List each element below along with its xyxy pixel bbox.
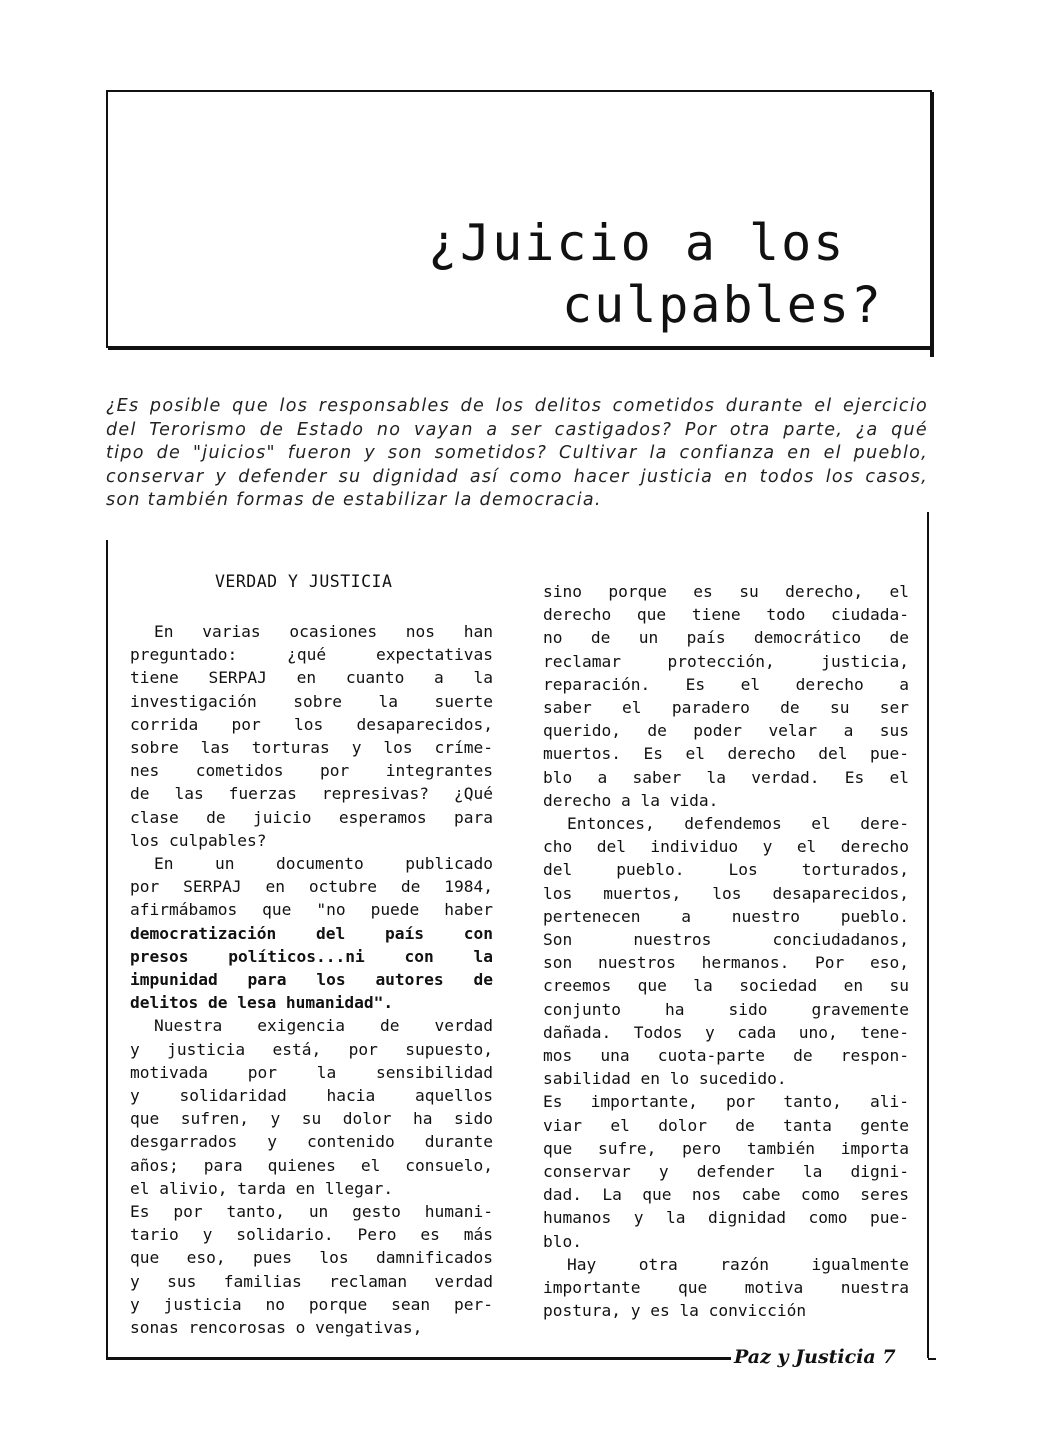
text-line: investigación sobre la suerte bbox=[130, 691, 493, 711]
text-line: del pueblo. Los torturados, bbox=[543, 860, 909, 880]
text-line: creemos que la sociedad en su bbox=[543, 976, 909, 996]
lead-line: son también formas de estabilizar la democracia. bbox=[106, 490, 602, 510]
text-line: reparación. Es el derecho a bbox=[543, 674, 909, 694]
text-line: importante que motiva nuestra bbox=[543, 1278, 909, 1298]
page-footer: Paz y Justicia 7 bbox=[734, 1346, 896, 1368]
text-line: conjunto ha sido gravemente bbox=[543, 999, 909, 1019]
text-line: viar el dolor de tanta gente bbox=[543, 1115, 909, 1135]
text-line: sonas rencorosas o vengativas, bbox=[130, 1318, 423, 1338]
text-line: querido, de poder velar a sus bbox=[543, 721, 909, 741]
column-rule-left bbox=[106, 540, 108, 1358]
text-line: sobre las torturas y los críme- bbox=[130, 738, 493, 758]
page-title-line-1: ¿Juicio a los bbox=[428, 214, 846, 272]
text-line: por SERPAJ en octubre de 1984, bbox=[130, 877, 493, 897]
text-line: sabilidad en lo sucedido. bbox=[543, 1069, 787, 1089]
text-line: conservar y defender la digni- bbox=[543, 1162, 909, 1182]
right-column bbox=[543, 580, 909, 1323]
text-line: delitos de lesa humanidad". bbox=[130, 993, 394, 1013]
text-line: dad. La que nos cabe como seres bbox=[543, 1185, 909, 1205]
text-line: motivada por la sensibilidad bbox=[130, 1062, 493, 1082]
lead-paragraph bbox=[106, 395, 928, 513]
text-line: tario y solidario. Pero es más bbox=[130, 1225, 493, 1245]
text-line: muertos. Es el derecho del pue- bbox=[543, 744, 909, 764]
text-line: cho del individuo y el derecho bbox=[543, 837, 909, 857]
text-line: En un documento publicado bbox=[154, 854, 493, 874]
text-line: Hay otra razón igualmente bbox=[567, 1254, 909, 1274]
text-line: blo a saber la verdad. Es el bbox=[543, 767, 909, 787]
text-line: y justicia está, por supuesto, bbox=[130, 1039, 493, 1059]
lead-line: tipo de "juicios" fueron y son sometidos? Cultivar la confianza en el pueblo, bbox=[106, 443, 928, 463]
text-line: humanos y la dignidad como pue- bbox=[543, 1208, 909, 1228]
left-column bbox=[130, 620, 493, 1339]
text-line: y sus familias reclaman verdad bbox=[130, 1271, 493, 1291]
text-line: Nuestra exigencia de verdad bbox=[154, 1016, 493, 1036]
text-line: democratización del país con bbox=[130, 923, 493, 943]
text-line: Es importante, por tanto, ali- bbox=[543, 1092, 909, 1112]
text-line: impunidad para los autores de bbox=[130, 970, 493, 990]
text-line: pertenecen a nuestro pueblo. bbox=[543, 906, 909, 926]
title-box-shadow-bottom bbox=[108, 346, 934, 350]
lead-line: ¿Es posible que los responsables de los delitos cometidos durante el ejercicio bbox=[106, 396, 928, 416]
text-line: Es por tanto, un gesto humani- bbox=[130, 1202, 493, 1222]
text-line: afirmábamos que "no puede haber bbox=[130, 900, 493, 920]
page-title-line-2: culpables? bbox=[562, 276, 884, 334]
text-line: saber el paradero de su ser bbox=[543, 698, 909, 718]
text-line: que sufre, pero también importa bbox=[543, 1138, 909, 1158]
text-line: Son nuestros conciudadanos, bbox=[543, 930, 909, 950]
text-line: derecho a la vida. bbox=[543, 790, 719, 810]
text-line: que eso, pues los damnificados bbox=[130, 1248, 493, 1268]
text-line: sino porque es su derecho, el bbox=[543, 582, 909, 601]
text-line: son nuestros hermanos. Por eso, bbox=[543, 953, 909, 973]
text-line: los culpables? bbox=[130, 830, 267, 850]
footer-rule bbox=[928, 1358, 936, 1360]
text-line: Entonces, defendemos el dere- bbox=[567, 814, 909, 834]
text-line: dañada. Todos y cada uno, tene- bbox=[543, 1022, 909, 1042]
text-line: tiene SERPAJ en cuanto a la bbox=[130, 668, 493, 688]
text-line: de las fuerzas represivas? ¿Qué bbox=[130, 784, 493, 804]
bottom-rule bbox=[106, 1357, 731, 1360]
text-line: los muertos, los desaparecidos, bbox=[543, 883, 909, 903]
text-line: preguntado: ¿qué expectativas bbox=[130, 645, 493, 665]
text-line: blo. bbox=[543, 1231, 582, 1251]
text-line: postura, y es la convicción bbox=[543, 1301, 807, 1321]
section-heading: VERDAD Y JUSTICIA bbox=[215, 572, 393, 591]
text-line: y solidaridad hacia aquellos bbox=[130, 1086, 493, 1106]
text-line: nes cometidos por integrantes bbox=[130, 761, 493, 781]
text-line: En varias ocasiones nos han bbox=[154, 622, 493, 641]
text-line: el alivio, tarda en llegar. bbox=[130, 1178, 394, 1198]
lead-line: del Terorismo de Estado no vayan a ser castigados? Por otra parte, ¿a qué bbox=[106, 419, 928, 440]
text-line: reclamar protección, justicia, bbox=[543, 651, 909, 671]
text-line: derecho que tiene todo ciudada- bbox=[543, 605, 909, 625]
text-line: clase de juicio esperamos para bbox=[130, 807, 493, 827]
text-line: presos políticos...ni con la bbox=[130, 946, 493, 966]
text-line: mos una cuota-parte de respon- bbox=[543, 1046, 909, 1066]
text-line: y justicia no porque sean per- bbox=[130, 1294, 493, 1314]
text-line: no de un país democrático de bbox=[543, 628, 909, 648]
title-box-shadow bbox=[930, 92, 934, 357]
column-rule-right bbox=[927, 512, 929, 1358]
text-line: años; para quienes el consuelo, bbox=[130, 1155, 493, 1175]
lead-line: conservar y defender su dignidad así como hacer justicia en todos los casos, bbox=[106, 466, 928, 487]
text-line: corrida por los desaparecidos, bbox=[130, 714, 493, 734]
text-line: desgarrados y contenido durante bbox=[130, 1132, 493, 1152]
text-line: que sufren, y su dolor ha sido bbox=[130, 1109, 493, 1129]
